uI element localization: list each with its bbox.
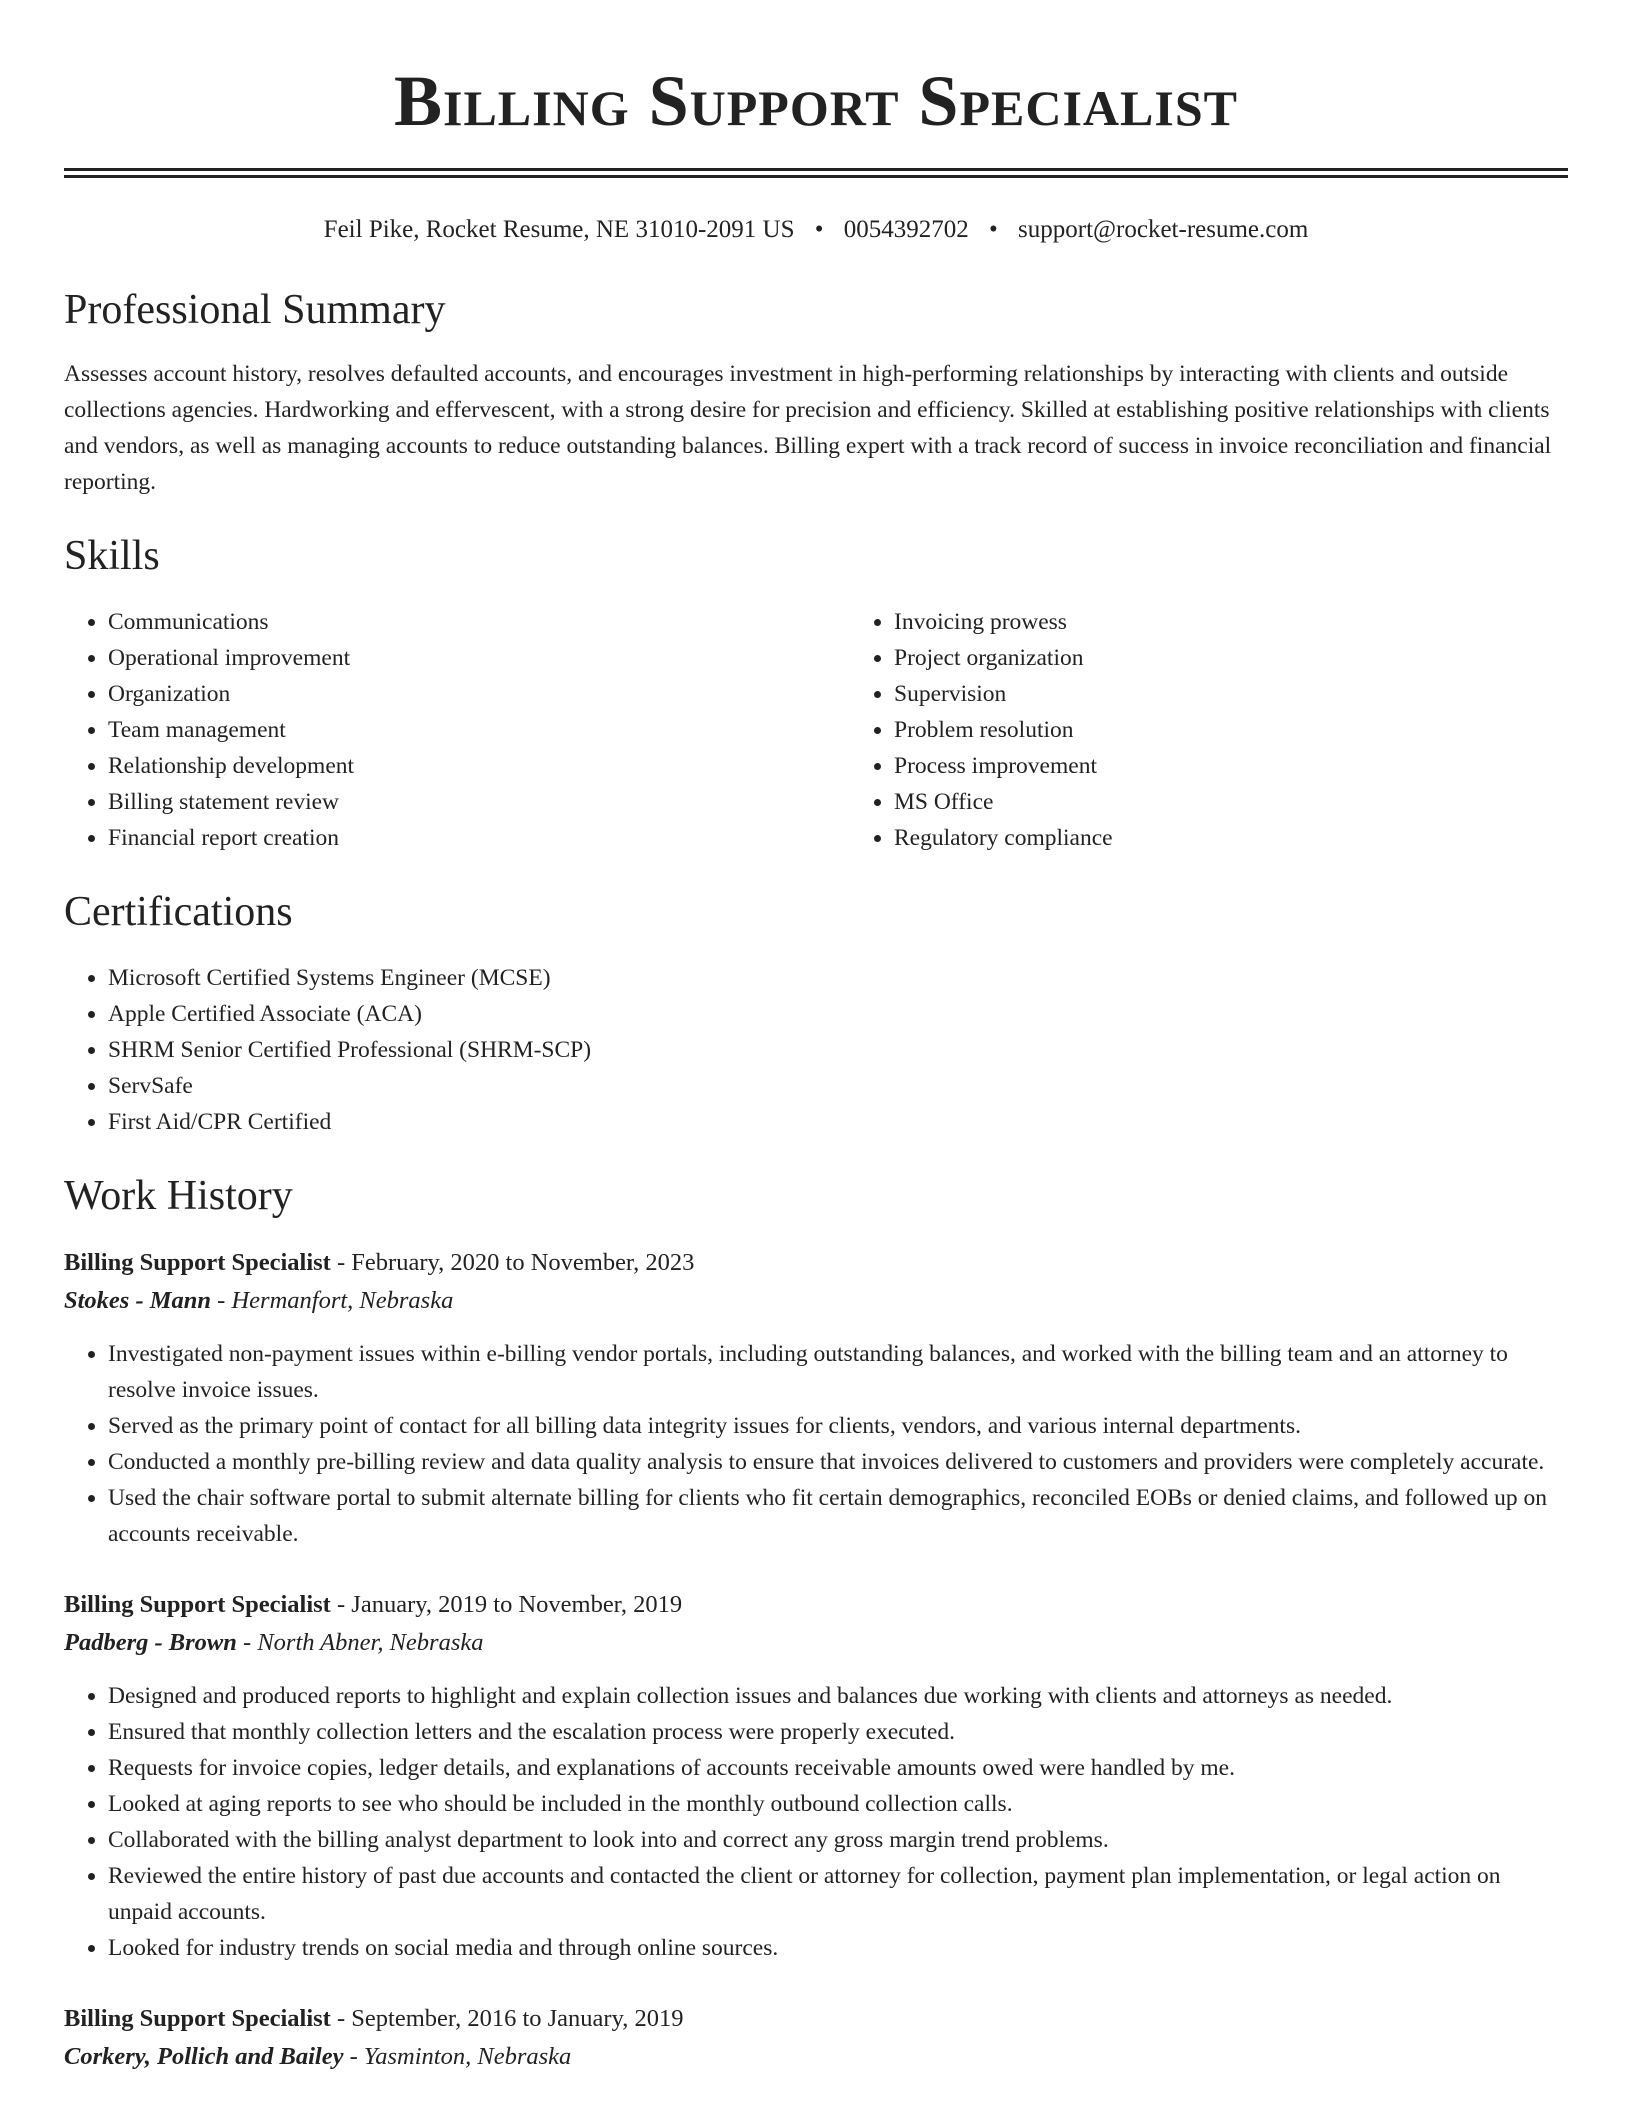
job-bullet: • Designed and produced reports to highlight and explain collection issues and balances due working with clients and attorneys as needed. xyxy=(108,1678,1568,1714)
skills-heading: Skills xyxy=(64,533,160,579)
job-dash: - xyxy=(330,2005,352,2032)
job-company: Stokes - Mann xyxy=(64,1287,212,1314)
skills-list-right xyxy=(850,604,1113,856)
job-company: Corkery, Pollich and Bailey xyxy=(64,2043,344,2070)
summary-section xyxy=(64,284,1568,500)
contact-phone: 0054392702 xyxy=(843,216,969,243)
skill-item: • Organization xyxy=(108,676,850,712)
skills-section xyxy=(64,530,1568,856)
skill-item: • Financial report creation xyxy=(108,820,850,856)
job-bullet: • Used the chair software portal to submit alternate billing for clients who fit certain demographics, reconciled EOBs or denied claims, and followed up on accounts receivable. xyxy=(108,1480,1568,1552)
job-dates: February, 2020 to November, 2023 xyxy=(351,1249,695,1276)
certifications-section xyxy=(64,886,1568,1140)
resume-name: Billing Support Specialist xyxy=(393,61,1239,141)
job-bullet: • Conducted a monthly pre-billing review and data quality analysis to ensure that invoices delivered to customers and providers were completely accurate. xyxy=(108,1444,1568,1480)
job-bullet: • Investigated non-payment issues within e-billing vendor portals, including outstanding balances, and worked with the billing team and an attorney to resolve invoice issues. xyxy=(108,1336,1568,1408)
contact-line xyxy=(64,214,1568,246)
skill-item: • Invoicing prowess xyxy=(894,604,1113,640)
certifications-list xyxy=(64,960,1568,1140)
skill-item: • Billing statement review xyxy=(108,784,850,820)
job-bullet: • Looked at aging reports to see who should be included in the monthly outbound collection calls. xyxy=(108,1786,1568,1822)
job-company-line xyxy=(64,2038,1568,2076)
summary-heading: Professional Summary xyxy=(64,287,446,333)
job-dates: September, 2016 to January, 2019 xyxy=(351,2005,684,2032)
job-bullet: • Requests for invoice copies, ledger details, and explanations of accounts receivable amounts owed were handled by me. xyxy=(108,1750,1568,1786)
job-company: Padberg - Brown xyxy=(64,1629,237,1656)
job-company-line xyxy=(64,1282,1568,1320)
certification-item: • Apple Certified Associate (ACA) xyxy=(108,996,1568,1032)
job-bullet: • Served as the primary point of contact for all billing data integrity issues for clients, vendors, and various internal departments. xyxy=(108,1408,1568,1444)
job-bullets xyxy=(64,1336,1568,1552)
job-entry xyxy=(64,2000,1568,2076)
skill-item: • Supervision xyxy=(894,676,1113,712)
job-location: North Abner, Nebraska xyxy=(257,1629,484,1656)
job-bullets xyxy=(64,1678,1568,1966)
skills-list-left xyxy=(64,604,850,856)
job-company-line xyxy=(64,1624,1568,1662)
job-title: Billing Support Specialist xyxy=(64,1249,331,1276)
job-bullet: • Reviewed the entire history of past due accounts and contacted the client or attorney for collection, payment plan implementation, or legal action on unpaid accounts. xyxy=(108,1858,1568,1930)
skills-columns xyxy=(64,604,1568,856)
job-title-line xyxy=(64,1244,1568,1282)
job-dash: - xyxy=(330,1591,352,1618)
job-bullet: • Looked for industry trends on social media and through online sources. xyxy=(108,1930,1568,1966)
summary-text: Assesses account history, resolves defaulted accounts, and encourages investment in high-performing relationships by interacting with clients and outside collections agencies. Hardworking and effervescent, with a strong desire for precision and efficiency. Skilled at establishing positive relationships with clients and vendors, as well as managing accounts to reduce outstanding balances. Billing expert with a track record of success in invoice reconciliation and financial reporting. xyxy=(64,361,1552,495)
skill-item: • Project organization xyxy=(894,640,1113,676)
job-dash: - xyxy=(236,1629,258,1656)
certification-item: • First Aid/CPR Certified xyxy=(108,1104,1568,1140)
contact-address: Feil Pike, Rocket Resume, NE 31010-2091 US xyxy=(323,216,795,243)
job-entry xyxy=(64,1586,1568,1966)
job-dash: - xyxy=(330,1249,352,1276)
certifications-heading: Certifications xyxy=(64,889,293,935)
job-title: Billing Support Specialist xyxy=(64,2005,331,2032)
skill-item: • Process improvement xyxy=(894,748,1113,784)
work-history-heading: Work History xyxy=(64,1173,293,1219)
skill-item: • Communications xyxy=(108,604,850,640)
certification-item: • Microsoft Certified Systems Engineer (MCSE) xyxy=(108,960,1568,996)
skill-item: • Team management xyxy=(108,712,850,748)
contact-email: support@rocket-resume.com xyxy=(1018,216,1309,243)
job-entry xyxy=(64,1244,1568,1552)
header-double-rule xyxy=(64,168,1568,178)
certification-item: • SHRM Senior Certified Professional (SHRM-SCP) xyxy=(108,1032,1568,1068)
job-dash: - xyxy=(343,2043,364,2070)
skill-item: • Regulatory compliance xyxy=(894,820,1113,856)
skill-item: • MS Office xyxy=(894,784,1113,820)
job-title: Billing Support Specialist xyxy=(64,1591,331,1618)
work-history-section xyxy=(64,1170,1568,2076)
job-title-line xyxy=(64,2000,1568,2038)
skill-item: • Problem resolution xyxy=(894,712,1113,748)
job-location: Yasminton, Nebraska xyxy=(363,2043,572,2070)
skill-item: • Relationship development xyxy=(108,748,850,784)
job-bullet: • Ensured that monthly collection letters and the escalation process were properly executed. xyxy=(108,1714,1568,1750)
certification-item: • ServSafe xyxy=(108,1068,1568,1104)
job-title-line xyxy=(64,1586,1568,1624)
contact-separator: • xyxy=(814,216,824,243)
job-dates: January, 2019 to November, 2019 xyxy=(351,1591,683,1618)
job-bullet: • Collaborated with the billing analyst department to look into and correct any gross margin trend problems. xyxy=(108,1822,1568,1858)
job-dash: - xyxy=(211,1287,232,1314)
job-location: Hermanfort, Nebraska xyxy=(231,1287,454,1314)
contact-separator: • xyxy=(989,216,998,243)
skill-item: • Operational improvement xyxy=(108,640,850,676)
